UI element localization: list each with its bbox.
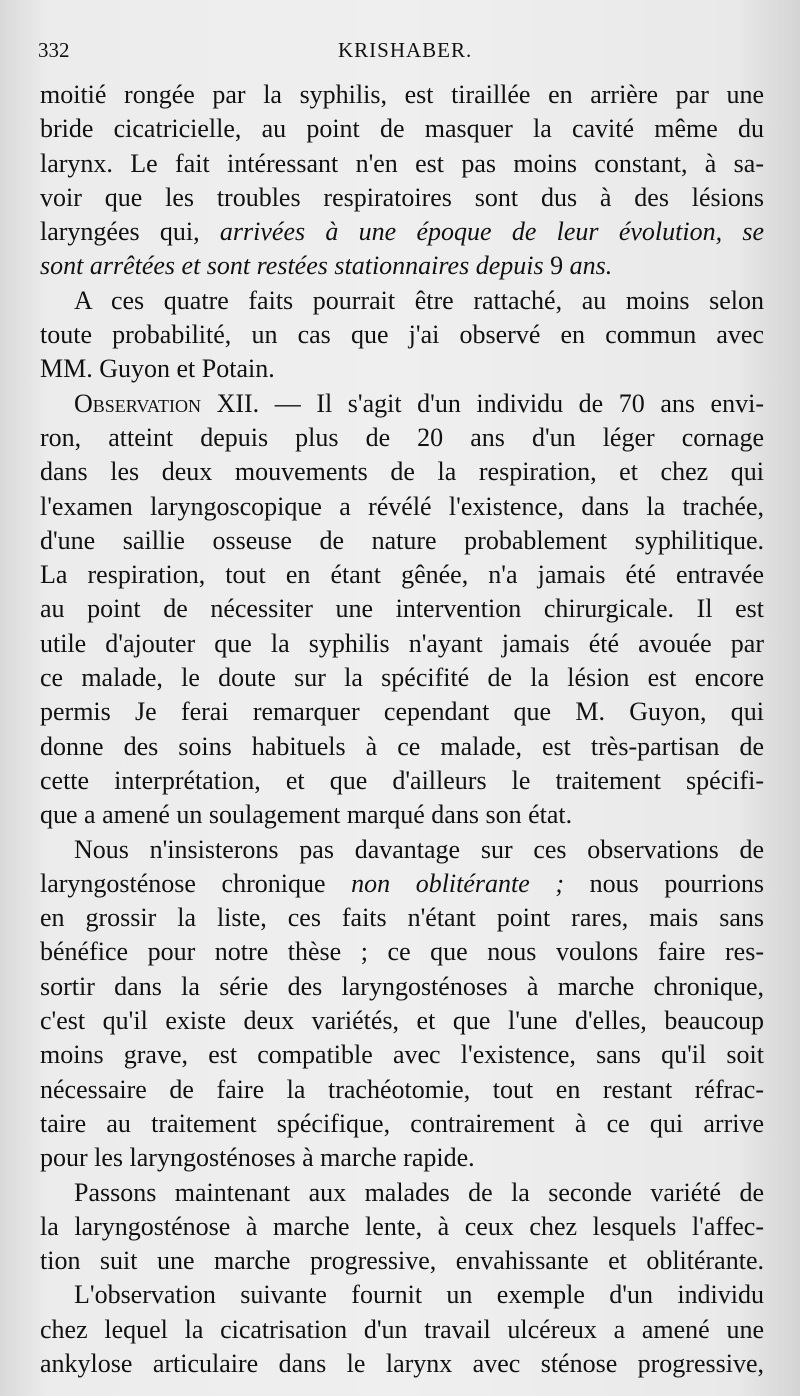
- text-line: [40, 318, 764, 352]
- text-line: [40, 833, 764, 867]
- text-line: [40, 901, 764, 935]
- text-line: [40, 1244, 764, 1278]
- text-line: [40, 661, 764, 695]
- text-segment: toute probabilité, un cas que j'ai observé en commun avec: [40, 320, 764, 350]
- text-segment: sortir dans la série des laryngosténoses à marche chronique,: [40, 971, 764, 1001]
- running-head: KRISHABER.: [338, 38, 473, 62]
- text-line: [40, 490, 764, 524]
- text-segment: nous pourrions: [564, 868, 764, 898]
- text-segment: bénéfice pour notre thèse ; ce que nous voulons faire res-: [40, 937, 764, 967]
- text-segment: que a amené un soulagement marqué dans son état.: [40, 800, 573, 830]
- text-segment: au point de nécessiter une intervention chirurgicale. Il est: [40, 594, 764, 624]
- text-line: [40, 1107, 764, 1141]
- text-line: [40, 147, 764, 181]
- text-segment: laryngées qui,: [40, 217, 220, 247]
- text-segment: la laryngosténose à marche lente, à ceux chez lesquels l'affec-: [40, 1211, 764, 1241]
- text-segment: chez lequel la cicatrisation d'un travail ulcéreux a amené une: [40, 1314, 764, 1344]
- text-segment: cette interprétation, et que d'ailleurs le traitement spécifi-: [40, 765, 764, 795]
- text-segment: bride cicatricielle, au point de masquer la cavité même du: [40, 114, 764, 144]
- text-segment: ce malade, le doute sur la spécifité de la lésion est encore: [40, 663, 764, 693]
- text-segment: d'une saillie osseuse de nature probablement syphilitique.: [40, 525, 764, 555]
- text-line: [40, 1210, 764, 1244]
- text-line: [40, 730, 764, 764]
- text-line: [40, 1141, 764, 1175]
- italic-text: ans.: [569, 251, 613, 281]
- text-line: [40, 387, 764, 421]
- text-segment: voir que les troubles respiratoires sont dus à des lésions: [40, 182, 764, 212]
- text-line: [40, 421, 764, 455]
- body-text: [40, 78, 764, 1381]
- text-line: [40, 249, 764, 283]
- text-segment: laryngosténose chronique: [40, 868, 352, 898]
- text-segment: larynx. Le fait intéressant n'en est pas moins constant, à sa-: [40, 148, 764, 178]
- text-segment: nécessaire de faire la trachéotomie, tout en restant réfrac-: [40, 1074, 764, 1104]
- text-segment: L'observation suivante fournit un exemple d'un individu: [74, 1280, 764, 1310]
- text-segment: donne des soins habituels à ce malade, est très-partisan de: [40, 731, 764, 761]
- text-line: [40, 1313, 764, 1347]
- text-segment: moins grave, est compatible avec l'existence, sans qu'il soit: [40, 1040, 764, 1070]
- italic-text: arrivées à une époque de leur évolution, se: [219, 217, 765, 247]
- text-line: [40, 112, 764, 146]
- text-segment: MM. Guyon et Potain.: [40, 354, 275, 384]
- text-segment: moitié rongée par la syphilis, est tiraillée en arrière par une: [40, 80, 764, 109]
- text-line: [40, 524, 764, 558]
- text-line: [40, 215, 764, 249]
- text-segment: l'examen laryngoscopique a révélé l'existence, dans la trachée,: [40, 491, 764, 521]
- text-line: [40, 1073, 764, 1107]
- text-segment: en grossir la liste, ces faits n'étant point rares, mais sans: [40, 903, 764, 933]
- text-segment: Passons maintenant aux malades de la seconde variété de: [74, 1177, 764, 1207]
- page-header: [38, 38, 758, 68]
- text-line: [40, 352, 764, 386]
- text-line: [40, 935, 764, 969]
- text-segment: 9: [543, 251, 570, 281]
- text-segment: Nous n'insisterons pas davantage sur ces observations de: [74, 834, 764, 864]
- text-line: [40, 1347, 764, 1381]
- text-line: [40, 764, 764, 798]
- text-segment: — Il s'agit d'un individu de 70 ans envi-: [259, 388, 764, 418]
- text-line: [40, 1038, 764, 1072]
- text-line: [40, 558, 764, 592]
- text-segment: La respiration, tout en étant gênée, n'a jamais été entravée: [40, 560, 764, 590]
- text-segment: tion suit une marche progressive, envahissante et oblitérante.: [40, 1246, 764, 1276]
- text-line: [40, 970, 764, 1004]
- small-caps-text: Observation XII.: [74, 388, 260, 418]
- text-line: [40, 867, 764, 901]
- text-line: [40, 798, 764, 832]
- text-line: [40, 1278, 764, 1312]
- text-line: [40, 455, 764, 489]
- italic-text: non oblitérante ;: [351, 868, 565, 898]
- text-line: [40, 1176, 764, 1210]
- text-segment: c'est qu'il existe deux variétés, et que l'une d'elles, beaucoup: [40, 1006, 764, 1036]
- text-segment: ankylose articulaire dans le larynx avec sténose progressive,: [40, 1348, 764, 1378]
- text-line: [40, 181, 764, 215]
- text-segment: utile d'ajouter que la syphilis n'ayant jamais été avouée par: [40, 628, 764, 658]
- text-segment: permis Je ferai remarquer cependant que M. Guyon, qui: [40, 697, 764, 727]
- text-line: [40, 1004, 764, 1038]
- text-segment: taire au traitement spécifique, contrairement à ce qui arrive: [40, 1108, 764, 1138]
- text-line: [40, 627, 764, 661]
- text-line: [40, 284, 764, 318]
- text-line: [40, 695, 764, 729]
- italic-text: sont arrêtées et sont restées stationnaires depuis: [40, 251, 544, 281]
- text-line: [40, 592, 764, 626]
- text-segment: pour les laryngosténoses à marche rapide.: [40, 1143, 475, 1173]
- text-segment: A ces quatre faits pourrait être rattaché, au moins selon: [74, 285, 764, 315]
- text-line: [40, 78, 764, 112]
- text-segment: ron, atteint depuis plus de 20 ans d'un léger cornage: [40, 422, 764, 452]
- page-number: 332: [38, 38, 70, 62]
- text-segment: dans les deux mouvements de la respiration, et chez qui: [40, 457, 764, 487]
